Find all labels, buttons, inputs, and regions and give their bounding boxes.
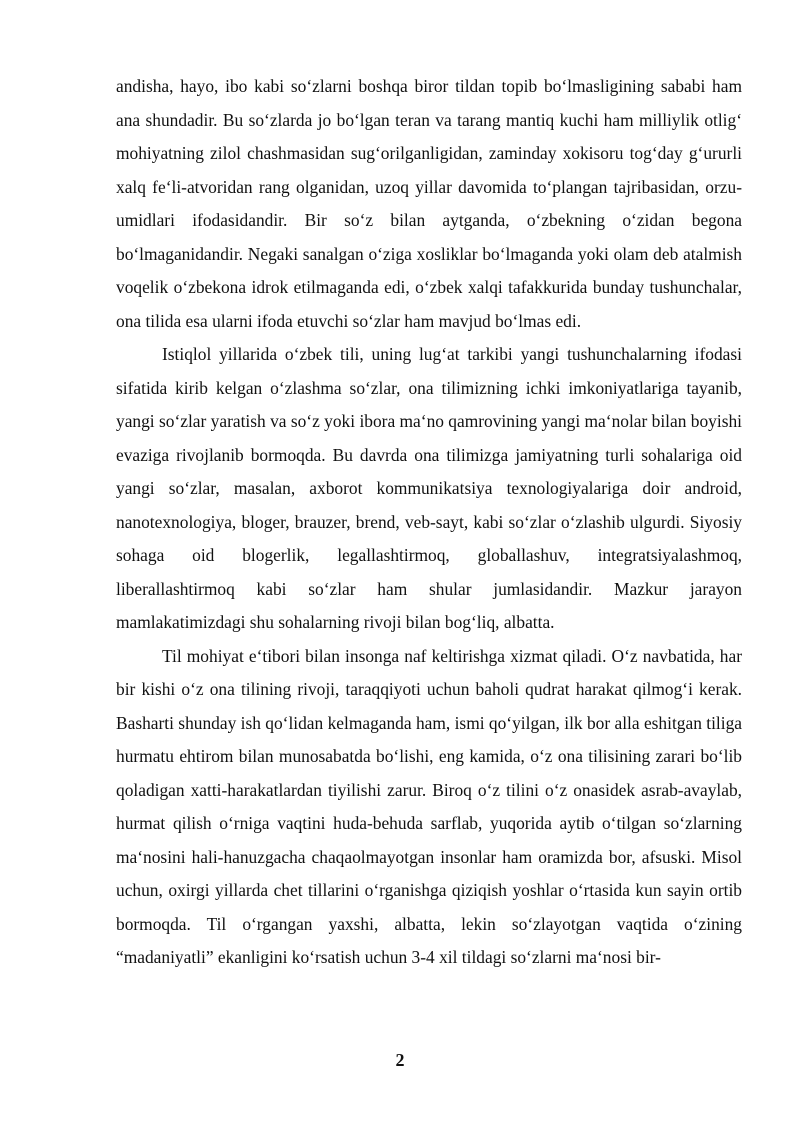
paragraph-til-mohiyat: Til mohiyat e‘tibori bilan insonga naf keltirishga xizmat qiladi. O‘z navbatida, har bir kishi o‘z ona tilining rivoji, taraqqiyoti uchun baholi qudrat harakat qilmog‘i kerak. Basharti shunday ish qo‘lidan kelmaganda ham, ismi qo‘yilgan, ilk bor alla eshitgan tiliga hurmatu ehtirom bilan munosabatda bo‘lishi, eng kamida, o‘z ona tilisining zarari bo‘lib qoladigan xatti-harakatlardan tiyilishi zarur. Biroq o‘z tilini o‘z onasidek asrab-avaylab, hurmat qilish o‘rniga vaqtini huda-behuda sarflab, yuqorida aytib o‘tilgan so‘zlarning ma‘nosini hali-hanuzgacha chaqaolmayotgan insonlar ham oramizda bor, afsuski. Misol uchun, oxirgi yillarda chet tillarini o‘rganishga qiziqish yoshlar o‘rtasida kun sayin ortib bormoqda. Til o‘rgangan yaxshi, albatta, lekin so‘zlayotgan vaqtida o‘zining “madaniyatli” ekanligini ko‘rsatish uchun 3-4 xil tildagi so‘zlarni ma‘nosi bir- xyxy=(116,645,742,967)
paragraph-continuation: andisha, hayo, ibo kabi so‘zlarni boshqa biror tildan topib bo‘lmasligining sababi ham ana shundadir. Bu so‘zlarda jo bo‘lgan teran va tarang mantiq kuchi ham milliylik otlig‘ mohiyatning zilol chashmasidan sug‘orilganligidan, zaminday xokisoru tog‘day g‘ururli xalq fe‘li-atvoridan rang olganidan, uzoq yillar davomida to‘plangan tajribasidan, orzu-umidlari ifodasidandir. Bir so‘z bilan aytganda, o‘zbekning o‘zidan begona bo‘lmaganidandir. Negaki sanalgan o‘ziga xosliklar bo‘lmaganda yoki olam deb atalmish voqelik o‘zbekona idrok etilmaganda edi, o‘zbek xalqi tafakkurida bunday tushunchalar, ona tilida esa ularni ifoda etuvchi so‘zlar ham mavjud bo‘lmas edi. xyxy=(116,76,742,331)
document-page xyxy=(116,70,742,975)
page-number: 2 xyxy=(395,1050,405,1070)
paragraph-istiqlol: Istiqlol yillarida o‘zbek tili, uning lug‘at tarkibi yangi tushunchalarning ifodasi sifatida kirib kelgan o‘zlashma so‘zlar, ona tilimizning ichki imkoniyatlariga tayanib, yangi so‘zlar yaratish va so‘z yoki ibora ma‘no qamrovining yangi ma‘nolar bilan boyishi evaziga rivojlanib bormoqda. Bu davrda ona tilimizga jamiyatning turli sohalariga oid yangi so‘zlar, masalan, axborot kommunikatsiya texnologiyalariga doir android, nanotexnologiya, bloger, brauzer, brend, veb-sayt, kabi so‘zlar o‘zlashib ulgurdi. Siyosiy sohaga oid blogerlik, legallashtirmoq, globallashuv, integratsiyalashmoq, liberallashtirmoq kabi so‘zlar ham shular jumlasidandir. Mazkur jarayon mamlakatimizdagi shu sohalarning rivoji bilan bog‘liq, albatta. xyxy=(116,344,742,632)
